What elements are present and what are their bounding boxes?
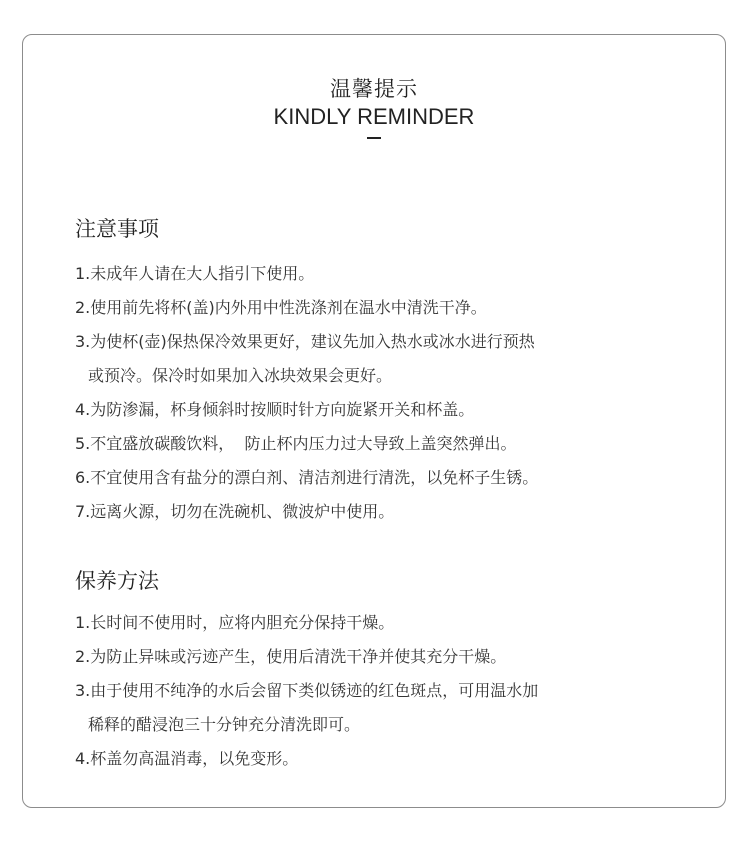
notice-list [75,257,635,529]
notice-item-7 [75,495,635,529]
care-item-1 [75,606,635,640]
notice-item-text: 3.为使杯(壶)保热保冷效果更好，建议先加入热水或冰水进行预热 [75,332,535,351]
care-item-text: 3.由于使用不纯净的水后会留下类似锈迹的红色斑点，可用温水加 [75,681,539,700]
notice-item-text: 4.为防渗漏，杯身倾斜时按顺时针方向旋紧开关和杯盖。 [75,400,475,419]
notice-item-6 [75,461,635,495]
notice-item-text: 7.远离火源，切勿在洗碗机、微波炉中使用。 [75,502,395,521]
notice-item-3 [75,325,635,393]
reminder-card [22,34,726,808]
reminder-header [23,76,725,139]
care-item-text: 4.杯盖勿高温消毒，以免变形。 [75,749,299,768]
notice-section-title: 注意事项 [75,217,159,241]
care-item-4 [75,742,635,776]
care-item-2 [75,640,635,674]
notice-item-text: 2.使用前先将杯(盖)内外用中性洗涤剂在温水中清洗干净。 [75,298,487,317]
notice-item-text: 5.不宜盛放碳酸饮料， 防止杯内压力过大导致上盖突然弹出。 [75,434,517,453]
header-divider [367,137,381,139]
care-list [75,606,635,776]
care-item-text-continued: 稀释的醋浸泡三十分钟充分清洗即可。 [88,715,361,734]
notice-item-text: 1.未成年人请在大人指引下使用。 [75,264,315,283]
notice-item-2 [75,291,635,325]
notice-item-text: 6.不宜使用含有盐分的漂白剂、清洁剂进行清洗，以免杯子生锈。 [75,468,539,487]
care-item-3 [75,674,635,742]
header-title-en: KINDLY REMINDER [273,104,475,129]
notice-item-text-continued: 或预冷。保冷时如果加入冰块效果会更好。 [88,366,393,385]
notice-item-5 [75,427,635,461]
notice-item-1 [75,257,635,291]
care-item-text: 1.长时间不使用时，应将内胆充分保持干燥。 [75,613,395,632]
notice-item-4 [75,393,635,427]
care-section-title: 保养方法 [75,569,159,593]
care-item-text: 2.为防止异味或污迹产生，使用后清洗干净并使其充分干燥。 [75,647,507,666]
header-title-cn: 温馨提示 [330,77,418,101]
